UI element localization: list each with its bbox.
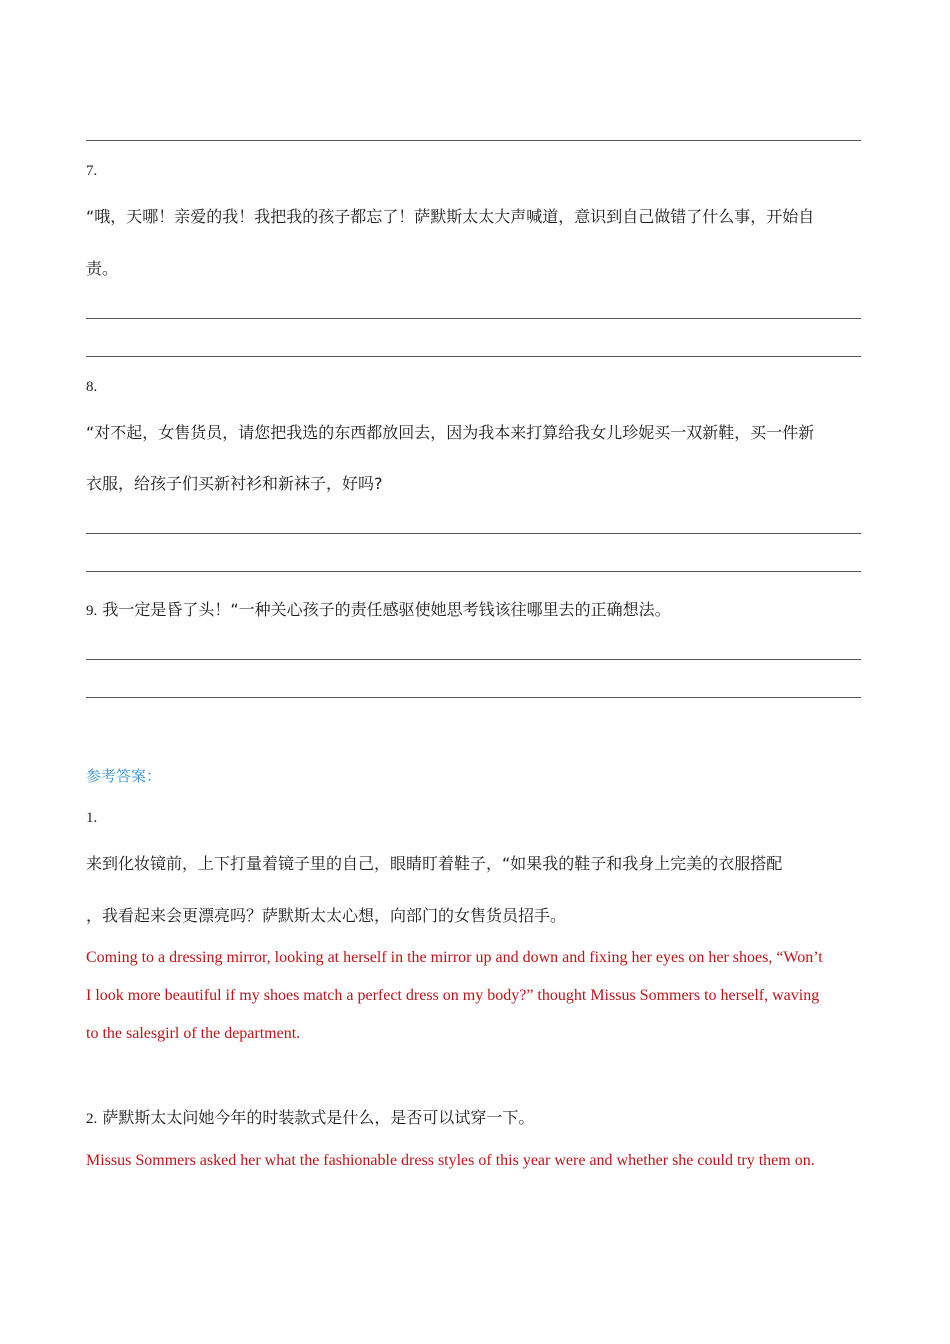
answer-1-en-line-1: Coming to a dressing mirror, looking at herself in the mirror up and down and fixing her eyes on her shoes, “Won’t bbox=[86, 949, 823, 966]
question-8-line-2: 衣服，给孩子们买新衬衫和新袜子，好吗? bbox=[86, 474, 383, 493]
answer-1-en-line-2: I look more beautiful if my shoes match a perfect dress on my body?” thought Missus Sommers to herself, waving bbox=[86, 987, 820, 1004]
answer-2-number: 2. bbox=[86, 1111, 98, 1127]
reference-answers-heading: 参考答案： bbox=[86, 767, 162, 785]
question-7-number: 7. bbox=[86, 163, 98, 179]
answer-line-7b bbox=[86, 356, 861, 357]
answer-1-zh-line-2: ，我看起来会更漂亮吗？萨默斯太太心想，向部门的女售货员招手。 bbox=[86, 906, 567, 925]
question-8-line-1: “对不起，女售货员，请您把我选的东西都放回去，因为我本来打算给我女儿珍妮买一双新鞋，买一件新 bbox=[86, 423, 815, 442]
answer-1-number: 1. bbox=[86, 810, 98, 826]
answer-line-7a bbox=[86, 318, 861, 319]
answer-2-zh-text: 萨默斯太太问她今年的时装款式是什么，是否可以试穿一下。 bbox=[102, 1108, 535, 1127]
answer-line-9b bbox=[86, 697, 861, 698]
question-9-number: 9. bbox=[86, 603, 98, 619]
question-7-line-2: 责。 bbox=[86, 259, 119, 278]
question-9-text: 我一定是昏了头！“一种关心孩子的责任感驱使她思考钱该往哪里去的正确想法。 bbox=[102, 600, 671, 619]
answer-line-9a bbox=[86, 659, 861, 660]
answer-line-6 bbox=[86, 140, 861, 141]
answer-2-zh bbox=[86, 1108, 866, 1129]
answer-1-en-line-3: to the salesgirl of the department. bbox=[86, 1025, 301, 1042]
question-8-number: 8. bbox=[86, 379, 98, 395]
question-7-line-1: “哦，天哪！亲爱的我！我把我的孩子都忘了！萨默斯太太大声喊道，意识到自己做错了什么事，开始自 bbox=[86, 207, 815, 226]
answer-1-zh-line-1: 来到化妆镜前，上下打量着镜子里的自己，眼睛盯着鞋子，“如果我的鞋子和我身上完美的衣服搭配 bbox=[86, 854, 783, 873]
answer-2-en: Missus Sommers asked her what the fashionable dress styles of this year were and whether she could try them on. bbox=[86, 1152, 815, 1169]
answer-line-8a bbox=[86, 533, 861, 534]
answer-line-8b bbox=[86, 571, 861, 572]
question-9 bbox=[86, 600, 866, 621]
